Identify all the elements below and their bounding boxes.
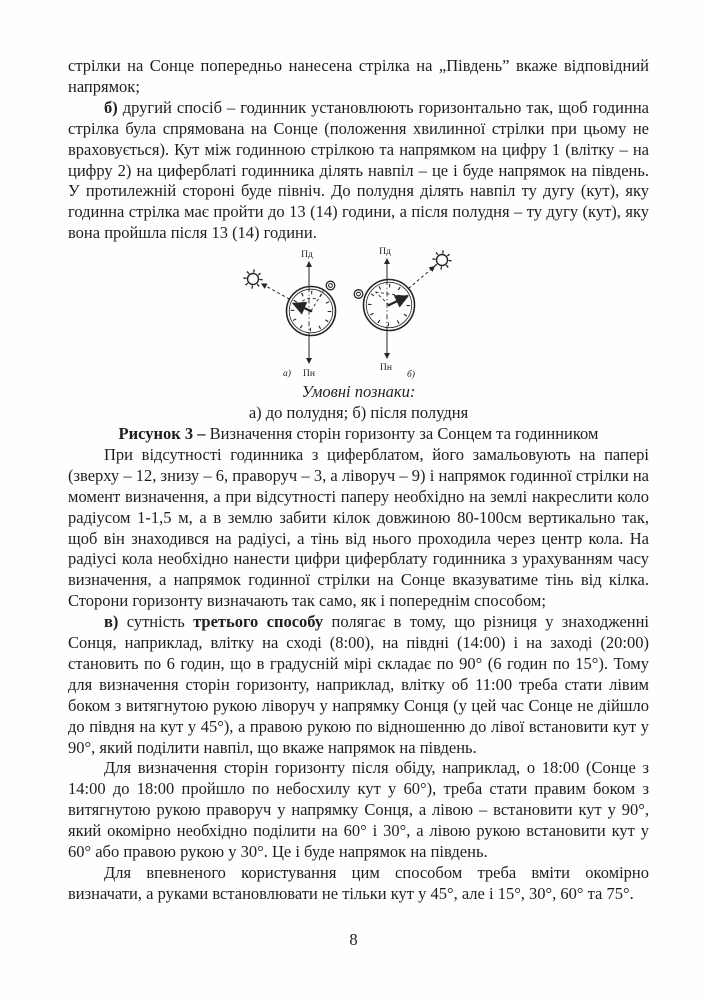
- watch-a: [245, 250, 336, 379]
- sun-b-icon: [434, 252, 450, 268]
- sun-a-icon: [245, 271, 261, 287]
- sun-ray-line-a: [262, 284, 290, 299]
- figure-caption: [68, 424, 649, 445]
- paragraph-method-b: [68, 98, 649, 244]
- paragraph-method-c: [68, 612, 649, 758]
- label-south-a: Пд: [301, 250, 313, 261]
- label-sub-a: а): [283, 369, 291, 380]
- dial-line-one-a: [311, 291, 324, 312]
- figure-clocks: [68, 246, 649, 382]
- sun-ray-line-b: [408, 267, 434, 289]
- figure-caption-text: Визначення сторін горизонту за Сонцем та годинником: [205, 423, 599, 443]
- label-south-b: Пд: [379, 247, 391, 258]
- hour-hand-a: [294, 304, 311, 311]
- label-north-b: Пн: [380, 363, 392, 374]
- crown-a: [326, 281, 335, 290]
- watch-b: [354, 247, 450, 380]
- list-marker-c: в): [104, 612, 119, 632]
- paragraph-afternoon: Для визначення сторін горизонту після обіду, наприклад, о 18:00 (Сонце з 14:00 до 18:00 пройшло по небосхилу кут у 60°), треба стати правим боком з витягнутою рукою праворуч у напрямку Сонця, а лівою – встановити кут у 90°, який окомірно необхідно поділити на 60° і 30°, а лівою рукою встановити кут у 60° або правою рукою у 30°. Це і буде напрямок на південь.: [68, 758, 649, 862]
- paragraph-text: полягає в тому, що різниця у знаходженні Сонця, наприклад, влітку на сході (8:00), на півдні (14:00) і на заході (20:00) становить по 6 годин, що в градусній мірі складає по 90° (6 годин по 15°). Тому для визначення сторін горизонту, наприклад, влітку об 11:00 треба стати лівим боком з витягнутою рукою ліворуч у напрямку Сонця (у цей час Сонце не дійшло до півдня на кут у 45°), а правою рукою по відношенню до лівої встановити кут у 90°, який поділити навпіл, що вкаже напрямок на південь.: [68, 612, 650, 757]
- paragraph-practice: Для впевненого користування цим способом треба вміти окомірно визначати, а руками встановлювати не тільки кут у 45°, але і 15°, 30°, 60° та 75°.: [68, 863, 649, 903]
- paragraph-text: сутність: [118, 612, 194, 632]
- figure-caption-label: Рисунок 3 –: [118, 423, 206, 443]
- hour-hand-b: [389, 297, 407, 306]
- page-content: [68, 56, 649, 905]
- paragraph-continuation: стрілки на Сонце попередньо нанесена стрілка на „Південь” вкаже відповідний напрямок;: [68, 56, 649, 96]
- list-marker-b: б): [104, 97, 118, 117]
- label-sub-b: б): [407, 370, 415, 381]
- figure-legend-items: а) до полудня; б) після полудня: [248, 403, 469, 423]
- crown-b: [354, 290, 363, 299]
- paragraph-text: другий спосіб – годинник установлюють горизонтально так, щоб годинна стрілка була спрямована на Сонце (положення хвилинної стрілки при цьому не враховується). Кут між годинною стрілкою та напрямком на цифру 1 (влітку – на цифру 2) на циферблаті годинника ділять навпіл – це і буде напрямок на південь. У протилежній стороні буде північ. До полудня ділять навпіл ту дугу (кут), яку годинна стрілка має пройти до 13 (14) години, а після полудня – ту дугу (кут), яку вона пройшла після 13 (14) години.: [68, 97, 649, 243]
- figure-legend-title: Умовні познаки:: [301, 382, 416, 402]
- label-north-a: Пн: [303, 369, 315, 380]
- bold-third-method: третього способу: [193, 612, 324, 632]
- figure-illustration: [234, 246, 462, 382]
- dial-line-two-b: [376, 292, 408, 297]
- paragraph-no-watch: При відсутності годинника з циферблатом, його замальовують на папері (зверху – 12, знизу – 6, праворуч – 3, а ліворуч – 9) і напрямок годинної стрілки на момент визначення, а при відсутності паперу необхідно на землі накреслити коло радіусом 1-1,5 м, а в землю забити кілок довжиною 80-100см вертикально так, щоб він знаходився на радіусі, а тінь від нього проходила через центр кола. На радіусі кола необхідно нанести цифри циферблату годинника з урахуванням часу визначення, а напрямок годинної стрілки на Сонце вказуватиме тінь від кілка. Сторони горизонту визначають так само, як і попереднім способом;: [68, 444, 649, 611]
- page-number: 8: [349, 930, 358, 949]
